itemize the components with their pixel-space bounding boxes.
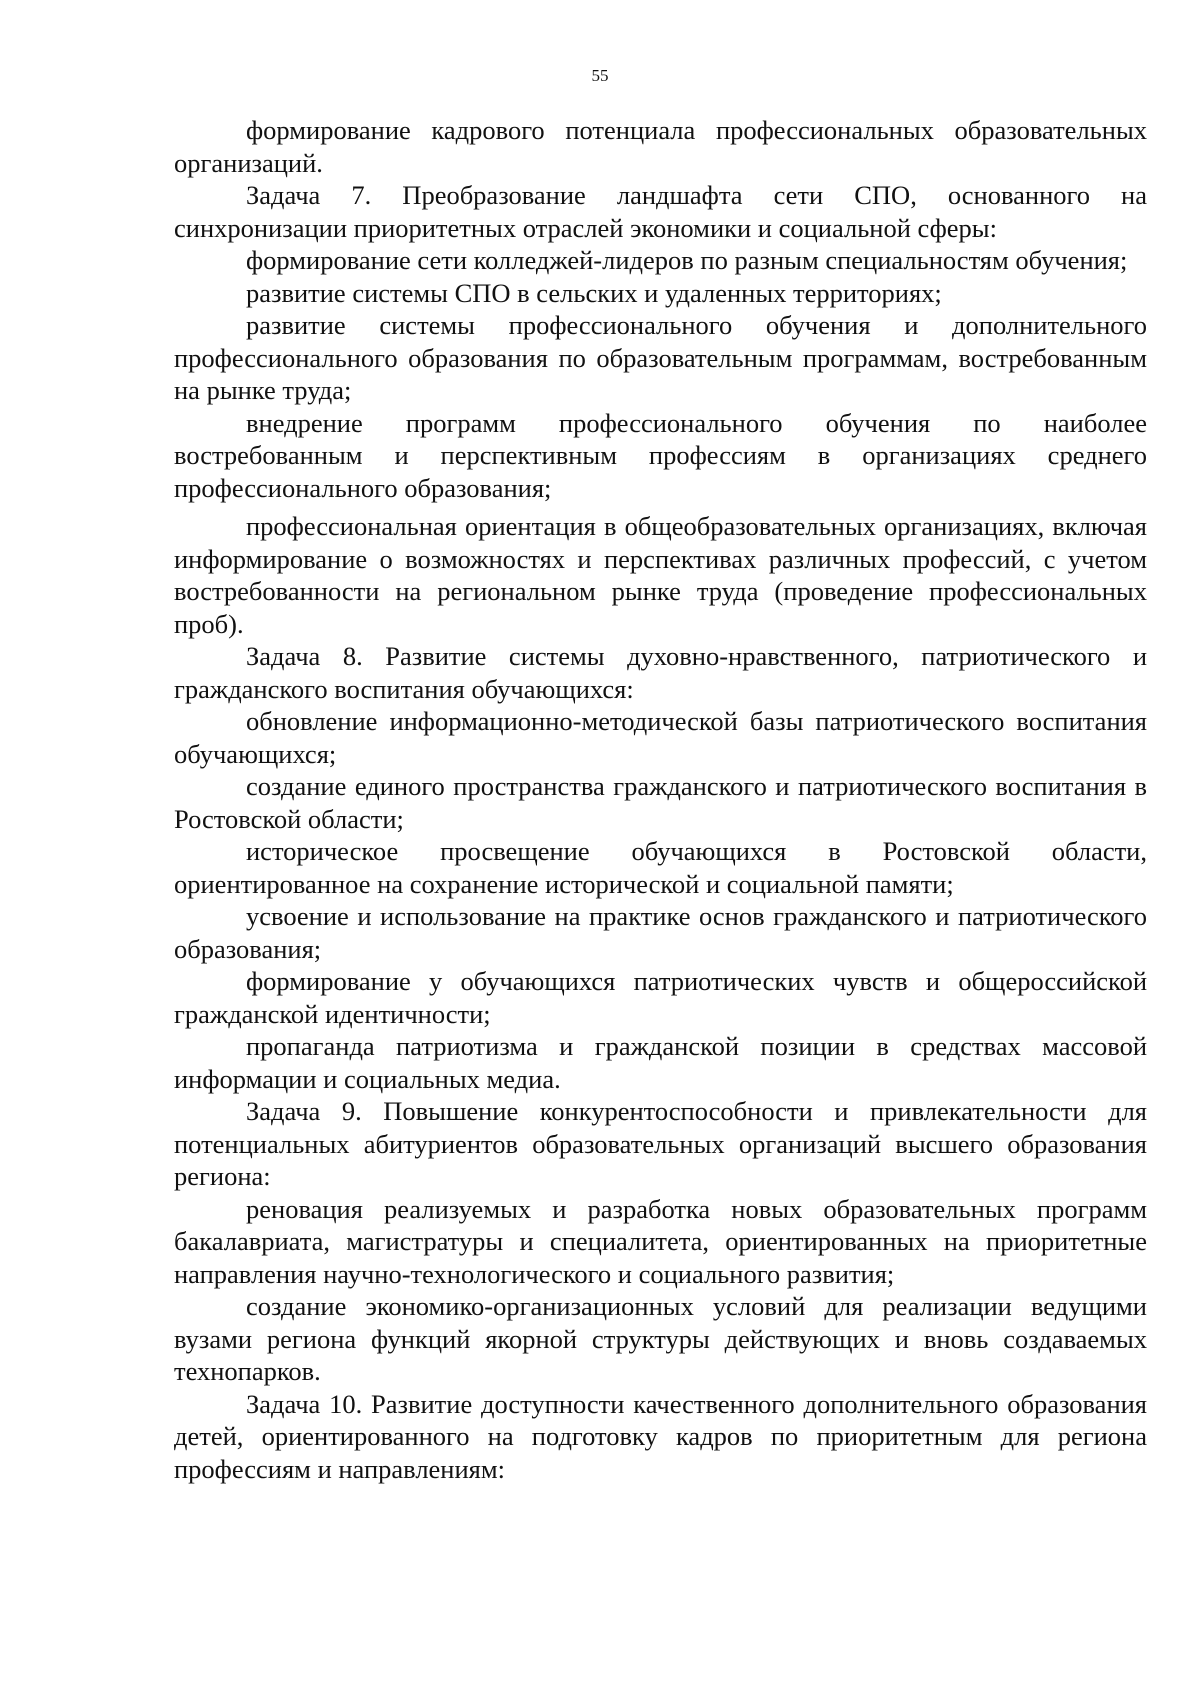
document-body bbox=[174, 114, 1147, 1485]
paragraph-methodical-base: обновление информационно-методической базы патриотического воспитания обучающихся; bbox=[174, 706, 1147, 769]
paragraph-patriotic-feelings: формирование у обучающихся патриотических чувств и общероссийской гражданской идентичности; bbox=[174, 966, 1147, 1029]
paragraph-task-7: Задача 7. Преобразование ландшафта сети СПО, основанного на синхронизации приоритетных отраслей экономики и социальной сферы: bbox=[174, 180, 1147, 243]
paragraph-task-10: Задача 10. Развитие доступности качественного дополнительного образования детей, ориентированного на подготовку кадров по приоритетным для региона профессиям и направлениям: bbox=[174, 1388, 1147, 1484]
paragraph-civic-basics: усвоение и использование на практике основ гражданского и патриотического образования; bbox=[174, 901, 1147, 964]
paragraph-technoparks: создание экономико-организационных условий для реализации ведущими вузами региона функций якорной структуры действующих и вновь создаваемых технопарков. bbox=[174, 1291, 1147, 1386]
page-number: 55 bbox=[591, 66, 609, 85]
paragraph-single-space: создание единого пространства гражданского и патриотического воспитания в Ростовской области; bbox=[174, 771, 1147, 834]
paragraph-career-guidance: профессиональная ориентация в общеобразовательных организациях, включая информирование о возможностях и перспективах различных профессий, с учетом востребованности на региональном рынке труда (проведение профессиональных проб). bbox=[174, 511, 1147, 639]
paragraph-task-8: Задача 8. Развитие системы духовно-нравственного, патриотического и гражданского воспитания обучающихся: bbox=[174, 641, 1147, 704]
paragraph-rural-spo: развитие системы СПО в сельских и удаленных территориях; bbox=[246, 277, 942, 308]
paragraph-media-propaganda: пропаганда патриотизма и гражданской позиции в средствах массовой информации и социальных медиа. bbox=[174, 1031, 1147, 1094]
paragraph-in-demand-programs: внедрение программ профессионального обучения по наиболее востребованным и перспективным профессиям в организациях среднего профессионального образования; bbox=[174, 407, 1147, 503]
paragraph-program-renovation: реновация реализуемых и разработка новых образовательных программ бакалавриата, магистратуры и специалитета, ориентированных на приоритетные направления научно-технологического и социального развития; bbox=[174, 1193, 1147, 1289]
paragraph-leader-colleges: формирование сети колледжей-лидеров по разным специальностям обучения; bbox=[246, 245, 1128, 275]
paragraph-task-9: Задача 9. Повышение конкурентоспособности и привлекательности для потенциальных абитуриентов образовательных организаций высшего образования региона: bbox=[174, 1096, 1147, 1191]
paragraph-vocational-training: развитие системы профессионального обучения и дополнительного профессионального образования по образовательным программам, востребованным на рынке труда; bbox=[174, 310, 1147, 405]
paragraph-historical-education: историческое просвещение обучающихся в Ростовской области, ориентированное на сохранение исторической и социальной памяти; bbox=[174, 836, 1147, 899]
paragraph-staff-potential: формирование кадрового потенциала профессиональных образовательных организаций. bbox=[174, 115, 1147, 178]
